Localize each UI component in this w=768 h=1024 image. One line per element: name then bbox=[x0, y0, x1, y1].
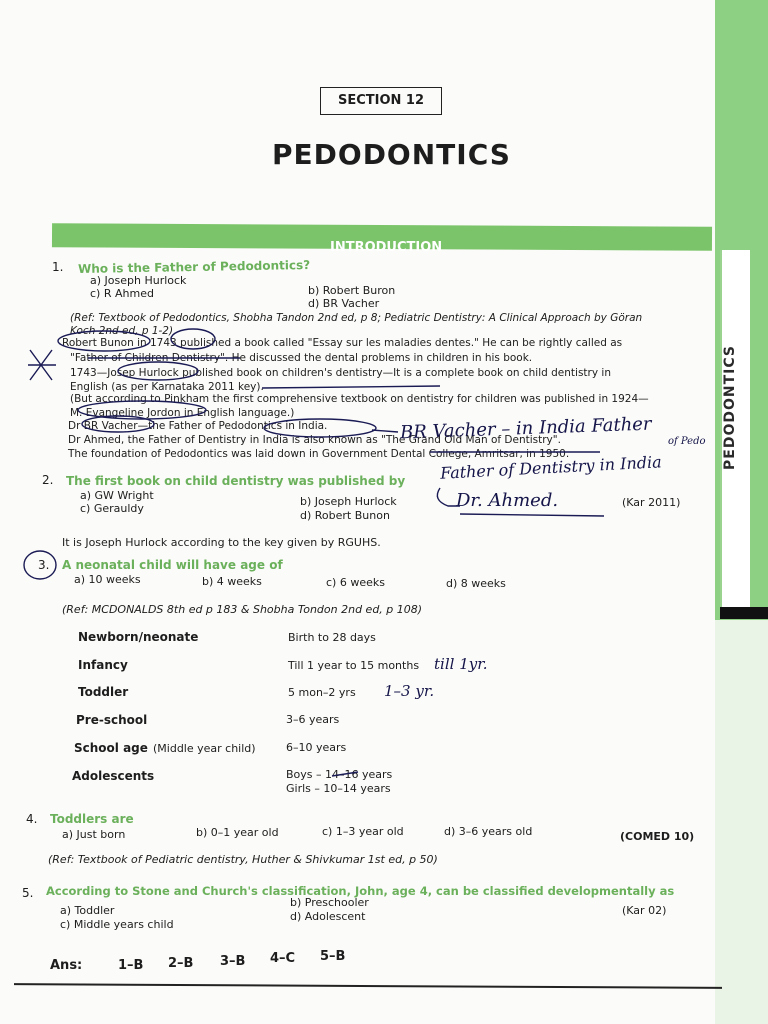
q4-ref: (Ref: Textbook of Pediatric dentistry, Huther & Shivkumar 1st ed, p 50) bbox=[48, 853, 438, 866]
table-row-value: 3–6 years bbox=[286, 713, 340, 726]
q2-option-a: a) GW Wright bbox=[80, 489, 154, 502]
q3-option-b: b) 4 weeks bbox=[202, 575, 262, 588]
ink-underline-book bbox=[262, 386, 440, 388]
q1-ref-line1: (Ref: Textbook of Pedodontics, Shobha Tandon 2nd ed, p 8; Pediatric Dentistry: A Clinical Approach by Göran bbox=[70, 312, 643, 324]
handwritten-father-of-dentistry: Father of Dentistry in India bbox=[439, 452, 663, 483]
ink-circle-pedodontics bbox=[264, 419, 376, 437]
ink-circle-robert-bunon bbox=[58, 331, 150, 351]
ink-circle-evangeline bbox=[78, 401, 206, 419]
answer-item: 4–C bbox=[270, 951, 296, 966]
q1-para-9: The foundation of Pedodontics was laid down in Government Dental College, Amritsar, in 1950. bbox=[68, 448, 570, 460]
q4-question: Toddlers are bbox=[50, 812, 134, 826]
q5-source: (Kar 02) bbox=[622, 904, 667, 917]
table-row-value: 6–10 years bbox=[286, 741, 347, 754]
q2-option-d: d) Robert Bunon bbox=[300, 509, 390, 522]
q2-option-c: c) Gerauldy bbox=[80, 502, 144, 515]
ink-arrow-dr-ahmed bbox=[437, 488, 460, 506]
handwritten-of-pedo: of Pedo bbox=[668, 436, 706, 447]
table-row-label: Newborn/neonate bbox=[78, 630, 199, 644]
q4-option-b: b) 0–1 year old bbox=[196, 826, 279, 839]
q1-option-d: d) BR Vacher bbox=[308, 297, 380, 310]
q3-ref: (Ref: MCDONALDS 8th ed p 183 & Shobha Tondon 2nd ed, p 108) bbox=[62, 603, 423, 616]
table-row-label: Infancy bbox=[78, 658, 128, 672]
ink-circle-1743 bbox=[171, 329, 215, 349]
ink-strike-years bbox=[332, 772, 358, 776]
q5-question: According to Stone and Church's classification, John, age 4, can be classified developmentally as bbox=[46, 884, 675, 898]
q5-number: 5. bbox=[22, 886, 34, 900]
q1-option-b: b) Robert Buron bbox=[308, 284, 396, 297]
side-tab-label: PEDODONTICS bbox=[722, 345, 738, 470]
q3-option-c: c) 6 weeks bbox=[326, 576, 385, 589]
q5-option-c: c) Middle years child bbox=[60, 918, 174, 931]
ink-circle-josep-hurlock bbox=[118, 362, 198, 380]
page-title: PEDODONTICS bbox=[272, 138, 511, 171]
table-row-label: School age bbox=[74, 741, 148, 755]
q1-para-1: Robert Bunon in 1743 published a book called "Essay sur les maladies dentes." He can be rightly called as bbox=[62, 337, 623, 349]
ink-circle-q3 bbox=[24, 551, 56, 579]
q5-option-d: d) Adolescent bbox=[290, 910, 366, 923]
table-row-value: Birth to 28 days bbox=[288, 631, 376, 644]
q1-para-6: M. Evangeline Jordon in English language.) bbox=[70, 407, 295, 419]
q4-option-c: c) 1–3 year old bbox=[322, 825, 404, 838]
table-row-value: Till 1 year to 15 months bbox=[288, 659, 420, 672]
q4-source: (COMED 10) bbox=[620, 830, 695, 843]
q1-option-c: c) R Ahmed bbox=[90, 287, 154, 300]
q1-para-3: 1743—Josep Hurlock published book on children's dentistry—It is a complete book on child dentistry in bbox=[70, 367, 611, 379]
answer-item: 5–B bbox=[320, 949, 346, 964]
q1-question: Who is the Father of Pedodontics? bbox=[77, 257, 311, 277]
table-row-value: 5 mon–2 yrs bbox=[288, 686, 356, 699]
q1-ref-line2: Koch 2nd ed, p 1-2) bbox=[70, 325, 174, 337]
handwritten-dr-ahmed: Dr. Ahmed. bbox=[456, 490, 559, 511]
q1-para-5: (But according to Pinkham the first comprehensive textbook on dentistry for children was published in 1924— bbox=[70, 393, 649, 405]
q1-para-4: English (as per Karnataka 2011 key). bbox=[70, 381, 264, 393]
q3-question: A neonatal child will have age of bbox=[62, 558, 283, 572]
q4-option-d: d) 3–6 years old bbox=[444, 825, 533, 838]
intro-heading: INTRODUCTION bbox=[330, 240, 443, 255]
q1-para-7: Dr BR Vacher—the Father of Pedodontics in India. bbox=[68, 420, 328, 432]
table-row-value-2: Girls – 10–14 years bbox=[286, 782, 391, 795]
q3-option-a: a) 10 weeks bbox=[74, 573, 141, 586]
answer-item: 1–B bbox=[118, 958, 144, 973]
answers-label: Ans: bbox=[50, 958, 83, 973]
q4-number: 4. bbox=[26, 812, 38, 826]
q1-para-8: Dr Ahmed, the Father of Dentistry in India is also known as "The Grand Old Man of Dentistry". bbox=[68, 434, 561, 446]
answer-item: 3–B bbox=[220, 954, 246, 969]
q1-para-2: "Father of Children Dentistry". He discussed the dental problems in children in his book. bbox=[70, 352, 533, 364]
table-row-label: Pre-school bbox=[76, 713, 148, 727]
q3-number: 3. bbox=[38, 558, 50, 572]
q2-note: It is Joseph Hurlock according to the key given by RGUHS. bbox=[62, 536, 381, 549]
section-label: SECTION 12 bbox=[320, 87, 442, 115]
q2-number: 2. bbox=[42, 473, 54, 487]
ink-underline-dr-ahmed bbox=[460, 514, 604, 516]
handwritten-vacher-note: BR Vacher – in India Father bbox=[399, 413, 652, 444]
table-row-value: Boys – 14–16 years bbox=[286, 768, 393, 781]
q5-option-b: b) Preschooler bbox=[290, 896, 369, 909]
table-row-label: Toddler bbox=[78, 685, 129, 699]
q3-option-d: d) 8 weeks bbox=[446, 577, 506, 590]
q4-option-a: a) Just born bbox=[62, 828, 126, 841]
q2-option-b: b) Joseph Hurlock bbox=[300, 495, 397, 508]
q2-question: The first book on child dentistry was published by bbox=[66, 474, 406, 488]
ink-vacher-link bbox=[372, 430, 398, 432]
q1-number: 1. bbox=[52, 260, 64, 274]
ink-star-mark bbox=[28, 350, 56, 380]
answer-item: 2–B bbox=[168, 956, 194, 971]
handwritten-till-1yr: till 1yr. bbox=[434, 655, 488, 673]
q1-option-a: a) Joseph Hurlock bbox=[90, 274, 187, 287]
table-row-label-note: (Middle year child) bbox=[153, 742, 256, 755]
q2-source: (Kar 2011) bbox=[622, 496, 681, 509]
handwritten-1-3yr: 1–3 yr. bbox=[384, 682, 435, 700]
table-row-label: Adolescents bbox=[72, 769, 155, 783]
q5-option-a: a) Toddler bbox=[60, 904, 115, 917]
